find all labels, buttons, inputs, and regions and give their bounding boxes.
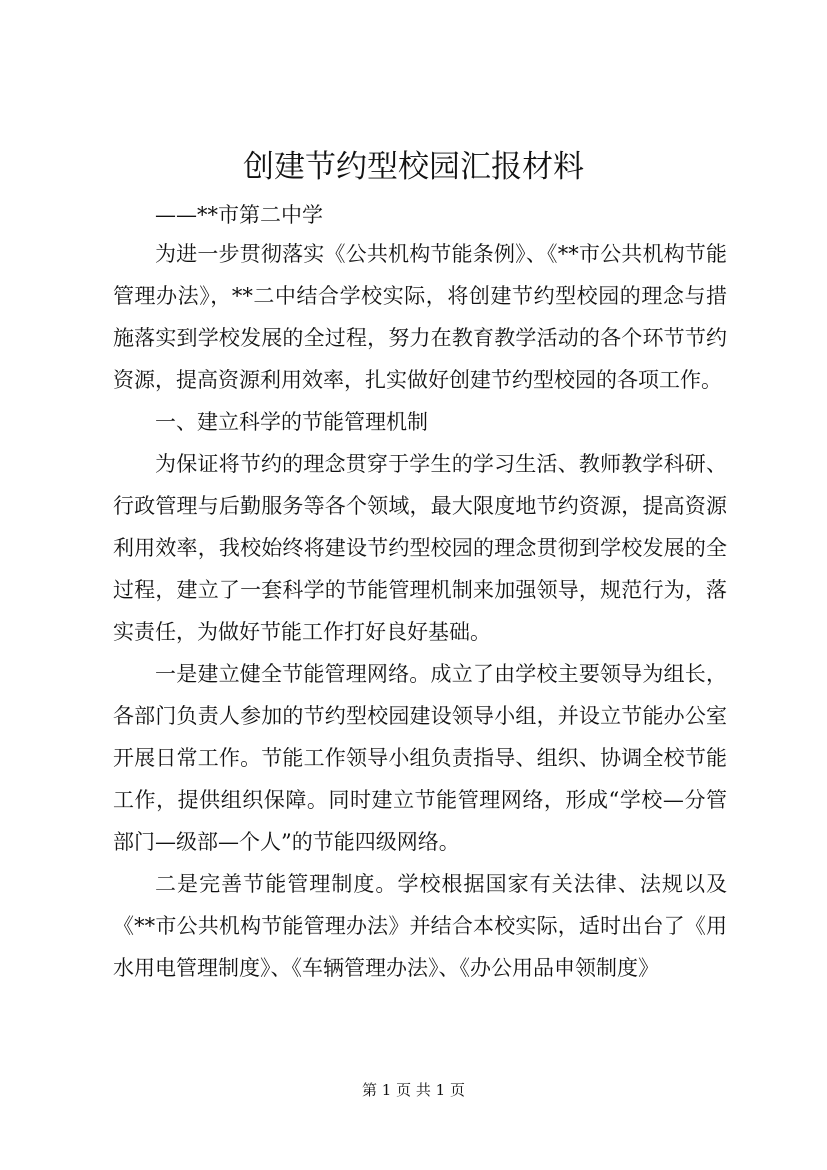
document-body bbox=[113, 233, 727, 989]
paragraph-intro: 为进一步贯彻落实《公共机构节能条例》、《**市公共机构节能管理办法》，**二中结合学校实际，将创建节约型校园的理念与措施落实到学校发展的全过程，努力在教育教学活动的各个环节节约资源，提高资源利用效率，扎实做好创建节约型校园的各项工作。 bbox=[113, 242, 727, 392]
document-subtitle: ——**市第二中学 bbox=[155, 203, 323, 227]
document-title: 创建节约型校园汇报材料 bbox=[243, 149, 584, 185]
paragraph-network: 一是建立健全节能管理网络。成立了由学校主要领导为组长，各部门负责人参加的节约型校园建设领导小组，并设立节能办公室开展日常工作。节能工作领导小组负责指导、组织、协调全校节能工作，提供组织保障。同时建立节能管理网络，形成“学校—分管部门—级部—个人”的节能四级网络。 bbox=[113, 662, 727, 854]
page-footer: 第 1 页 共 1 页 bbox=[362, 1081, 465, 1099]
paragraph-rules: 二是完善节能管理制度。学校根据国家有关法律、法规以及《**市公共机构节能管理办法》并结合本校实际，适时出台了《用水用电管理制度》、《车辆管理办法》、《办公用品申领制度》 bbox=[113, 872, 727, 980]
section-heading: 一、建立科学的节能管理机制 bbox=[155, 410, 428, 434]
paragraph-mechanism: 为保证将节约的理念贯穿于学生的学习生活、教师教学科研、行政管理与后勤服务等各个领域，最大限度地节约资源，提高资源利用效率，我校始终将建设节约型校园的理念贯彻到学校发展的全过程，建立了一套科学的节能管理机制来加强领导，规范行为，落实责任，为做好节能工作打好良好基础。 bbox=[113, 452, 727, 644]
